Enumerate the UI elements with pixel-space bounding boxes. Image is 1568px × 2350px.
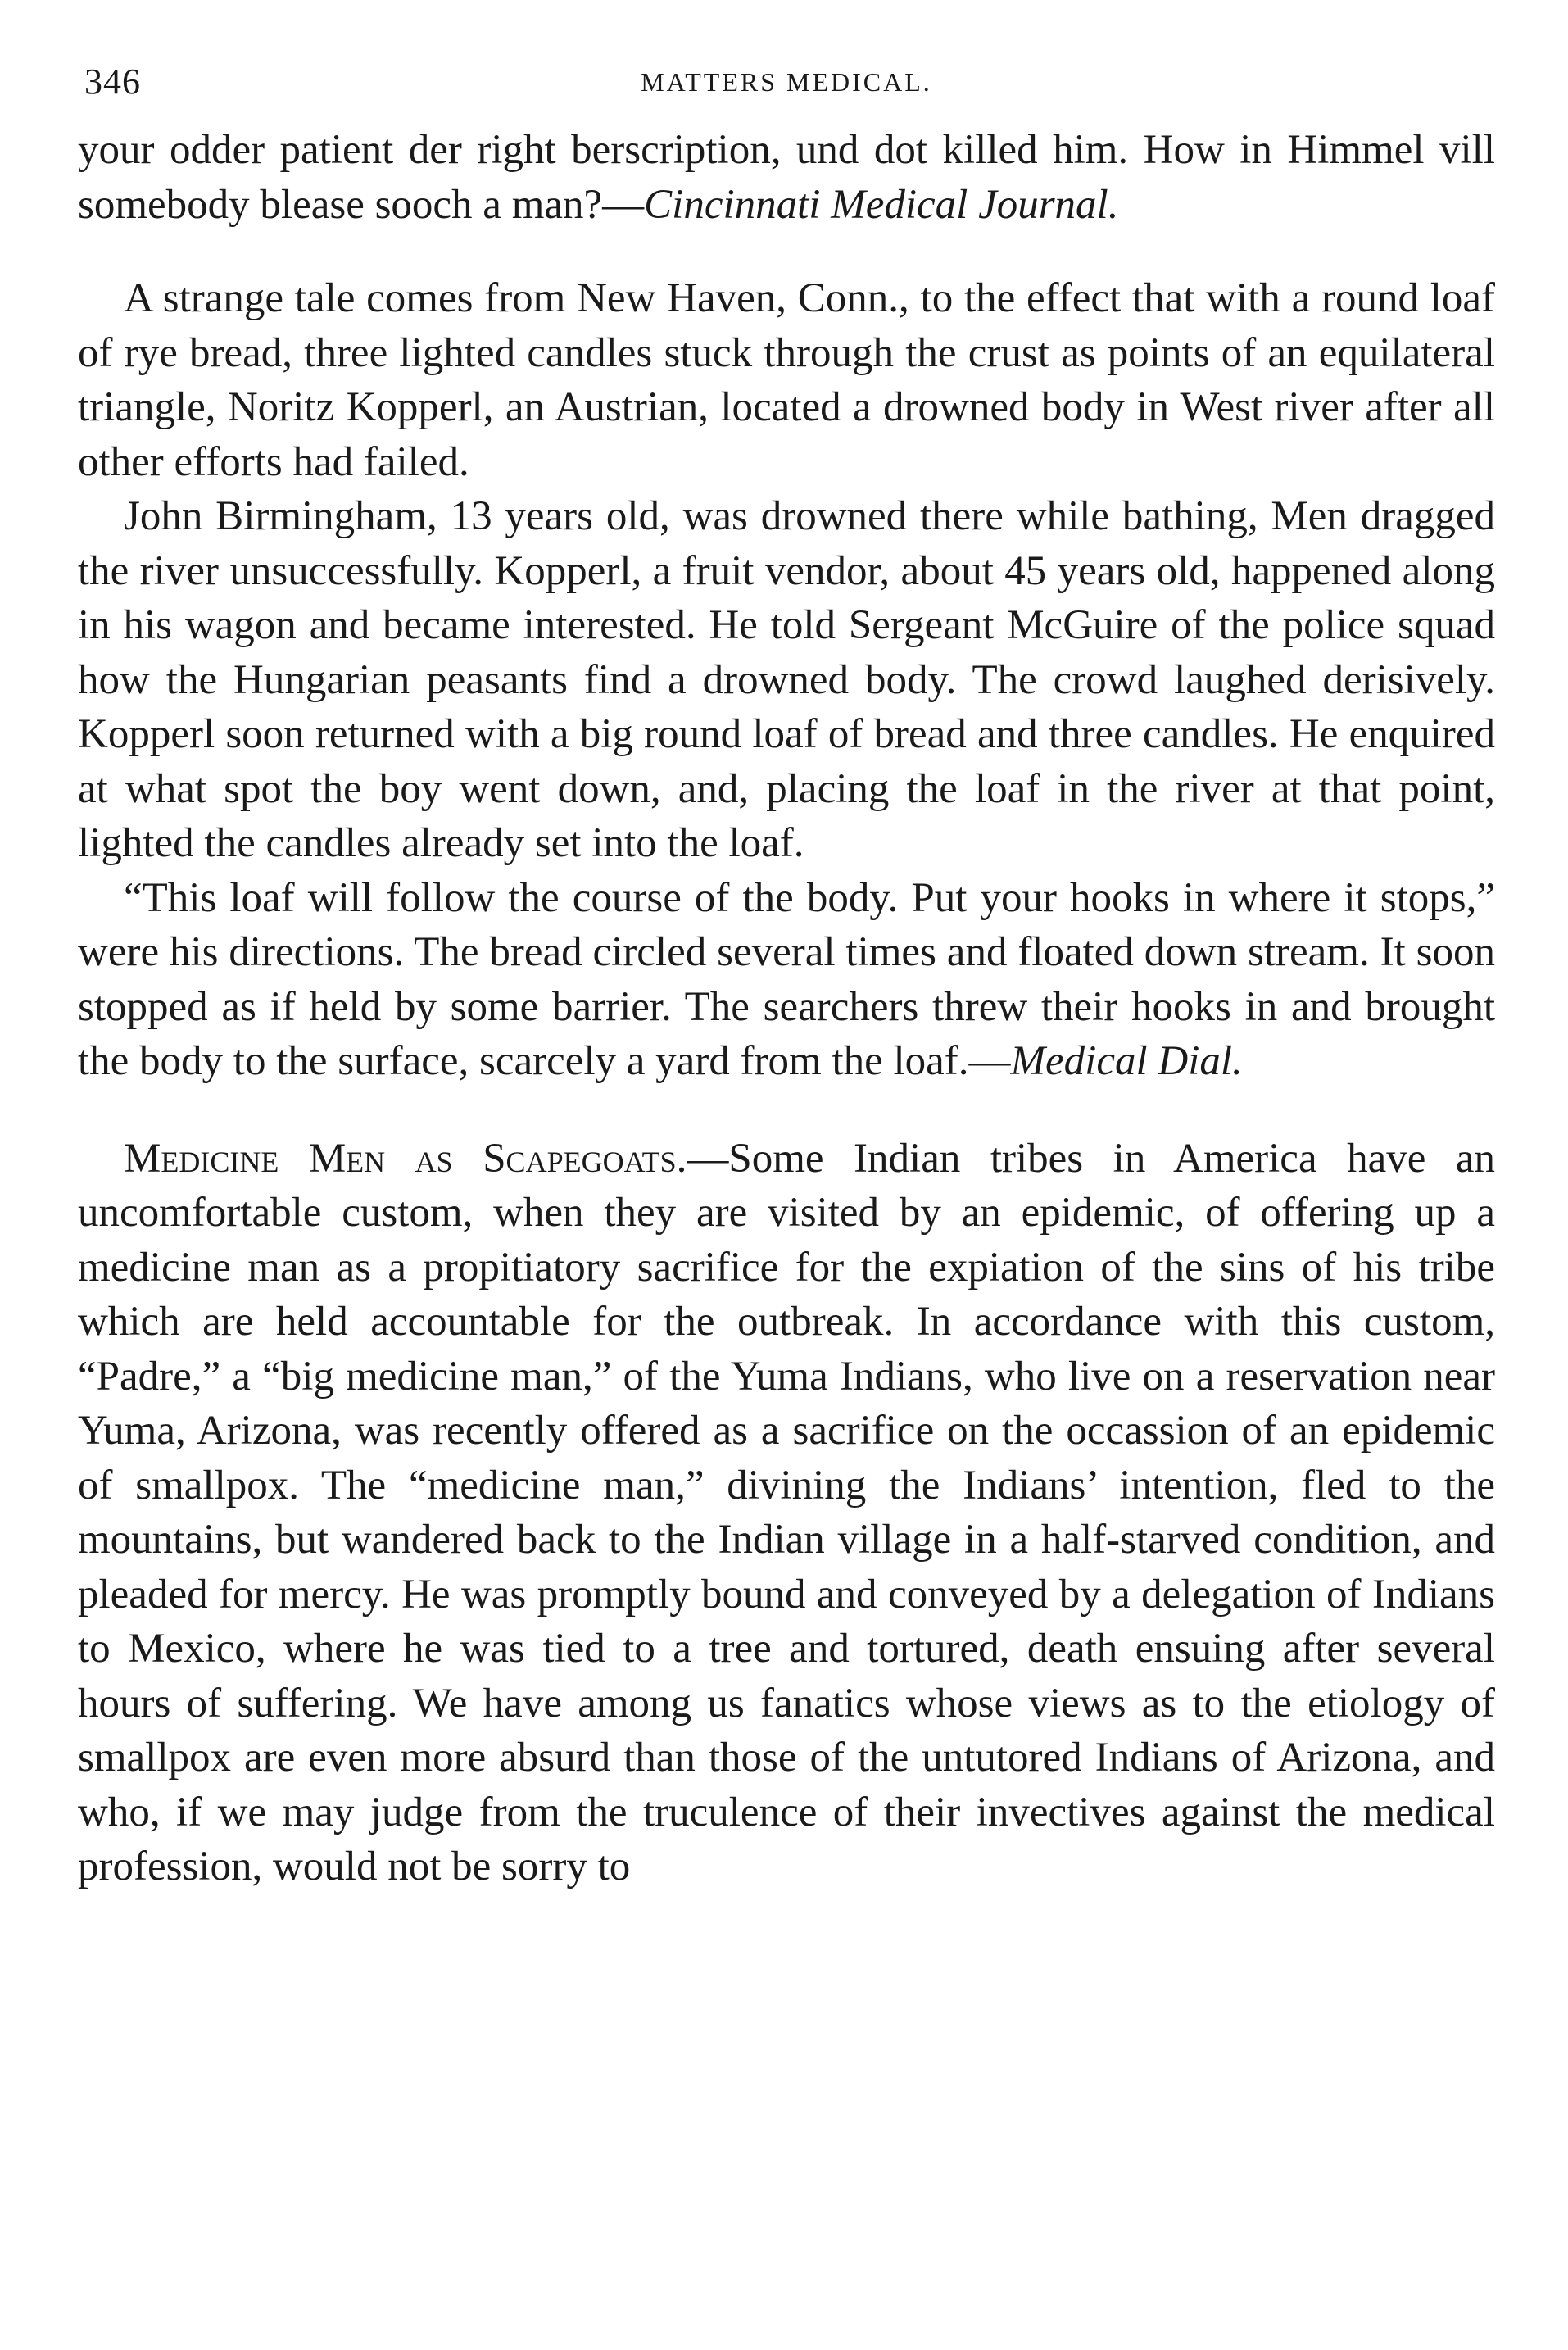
paragraph-birmingham bbox=[78, 489, 1495, 871]
source-citation: Cincinnati Medical Journal. bbox=[644, 181, 1119, 228]
body-text bbox=[78, 123, 1495, 1894]
section-heading: Medicine Men as Scapegoats. bbox=[124, 1135, 687, 1182]
source-citation: Medical Dial. bbox=[1010, 1038, 1243, 1084]
running-title: MATTERS MEDICAL. bbox=[641, 67, 932, 97]
page-number: 346 bbox=[84, 61, 141, 102]
paragraph-continuation bbox=[78, 123, 1495, 232]
paragraph-text: “This loaf will follow the course of the body. Put your hooks in where it stops,” were his directions. The bread circled several times and floated down stream. It soon stopped as if held by some barrier. The searchers threw their hooks in and brought the body to the surface, scarcely a yard from the loaf.— bbox=[78, 874, 1495, 1084]
paragraph-medicine-men bbox=[78, 1132, 1495, 1894]
paragraph-text: John Birmingham, 13 years old, was drowned there while bathing, Men dragged the river unsuccessfully. Kopperl, a fruit vendor, about 45 years old, happened along in his wagon and became interested. He told Sergeant McGuire of the police squad how the Hungarian peasants find a drowned body. The crowd laughed derisively. Kopperl soon returned with a big round loaf of bread and three candles. He enquired at what spot the boy went down, and, placing the loaf in the river at that point, lighted the candles already set into the loaf. bbox=[78, 493, 1495, 866]
paragraph-text: A strange tale comes from New Haven, Conn., to the effect that with a round loaf of rye bread, three lighted candles stuck through the crust as points of an equilateral triangle, Noritz Kopperl, an Austrian, located a drowned body in West river after all other efforts had failed. bbox=[78, 275, 1495, 485]
paragraph-strange-tale bbox=[78, 271, 1495, 489]
page-header bbox=[78, 49, 1495, 123]
paragraph-text: your odder patient der right berscription, und dot killed him. How in Himmel vill somebody blease sooch a man?— bbox=[78, 127, 1495, 228]
paragraph-text: —Some Indian tribes in America have an uncomfortable custom, when they are visited by an epidemic, of offering up a medicine man as a propitiatory sacrifice for the expiation of the sins of his tribe which are held accountable for the outbreak. In accordance with this custom, “Padre,” a “big medicine man,” of the Yuma Indians, who live on a reservation near Yuma, Arizona, was recently offered as a sacrifice on the occassion of an epidemic of smallpox. The “medicine man,” divining the Indians’ intention, fled to the mountains, but wandered back to the Indian village in a half-starved condition, and pleaded for mercy. He was promptly bound and conveyed by a delegation of Indians to Mexico, where he was tied to a tree and tortured, death ensuing after several hours of suffering. We have among us fanatics whose views as to the etiology of smallpox are even more absurd than those of the untutored Indians of Arizona, and who, if we may judge from the truculence of their invectives against the medical profession, would not be sorry to bbox=[78, 1135, 1496, 1890]
paragraph-loaf-quote bbox=[78, 871, 1495, 1089]
book-page bbox=[78, 49, 1495, 1894]
